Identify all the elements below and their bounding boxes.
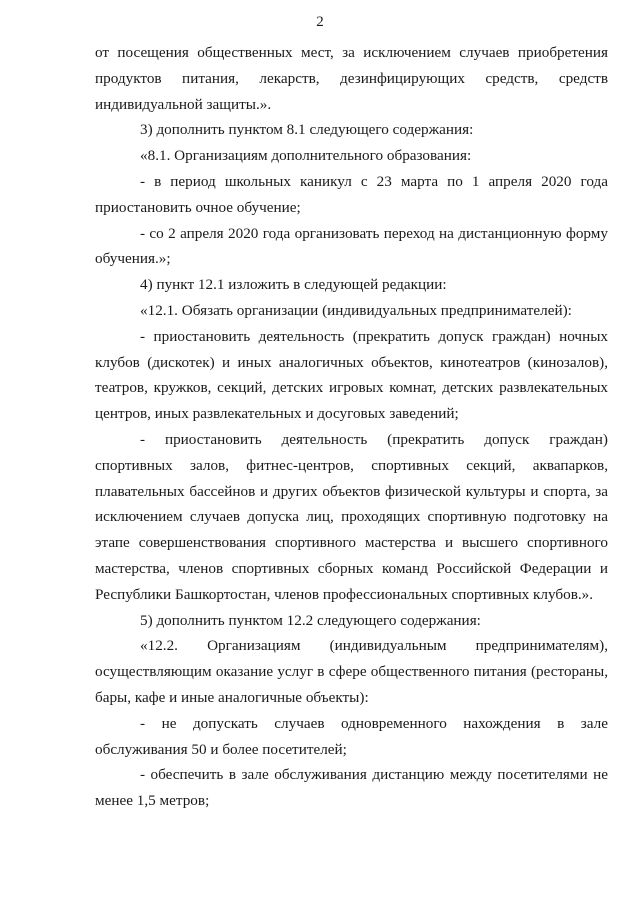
paragraph-clause-12-2-bullet-2: - обеспечить в зале обслуживания дистанцию между посетителями не менее 1,5 метров;	[95, 766, 608, 810]
page-number: 2	[316, 14, 324, 30]
paragraph-item-5: 5) дополнить пунктом 12.2 следующего содержания:	[140, 611, 481, 629]
paragraph-continuation: от посещения общественных мест, за исключением случаев приобретения продуктов питания, лекарств, дезинфицирующих средств, средств индивидуальной защиты.».	[95, 44, 608, 113]
paragraph-item-4: 4) пункт 12.1 изложить в следующей редакции:	[140, 276, 447, 294]
paragraph-clause-12-1: «12.1. Обязать организации (индивидуальных предпринимателей):	[140, 301, 572, 319]
paragraph-clause-12-2: «12.2. Организациям (индивидуальным предпринимателям), осуществляющим оказание услуг в сфере общественного питания (рестораны, бары, кафе и иные аналогичные объекты):	[95, 637, 608, 706]
paragraph-clause-12-1-bullet-2: - приостановить деятельность (прекратить допуск граждан) спортивных залов, фитнес-центров, спортивных секций, аквапарков, плавательных бассейнов и других объектов физической культуры и спорта, за исключением случаев допуска лиц, проходящих спортивную подготовку на этапе совершенствования спортивного мастерства и высшего спортивного мастерства, членов спортивных сборных команд Российской Федерации и Республики Башкортостан, членов профессиональных спортивных клубов.».	[95, 430, 608, 603]
paragraph-clause-8-1-bullet-1: - в период школьных каникул с 23 марта по 1 апреля 2020 года приостановить очное обучение;	[95, 172, 608, 216]
paragraph-clause-12-1-bullet-1: - приостановить деятельность (прекратить допуск граждан) ночных клубов (дискотек) и иных аналогичных объектов, кинотеатров (кинозалов), театров, кружков, секций, детских игровых комнат, детских развлекательных центров, иных развлекательных и досуговых заведений;	[95, 327, 608, 423]
paragraph-item-3: 3) дополнить пунктом 8.1 следующего содержания:	[140, 121, 474, 139]
paragraph-clause-8-1: «8.1. Организациям дополнительного образования:	[140, 147, 472, 165]
paragraph-clause-8-1-bullet-2: - со 2 апреля 2020 года организовать переход на дистанционную форму обучения.»;	[95, 224, 608, 268]
paragraph-clause-12-2-bullet-1: - не допускать случаев одновременного нахождения в зале обслуживания 50 и более посетителей;	[95, 714, 608, 758]
document-body	[95, 40, 608, 814]
